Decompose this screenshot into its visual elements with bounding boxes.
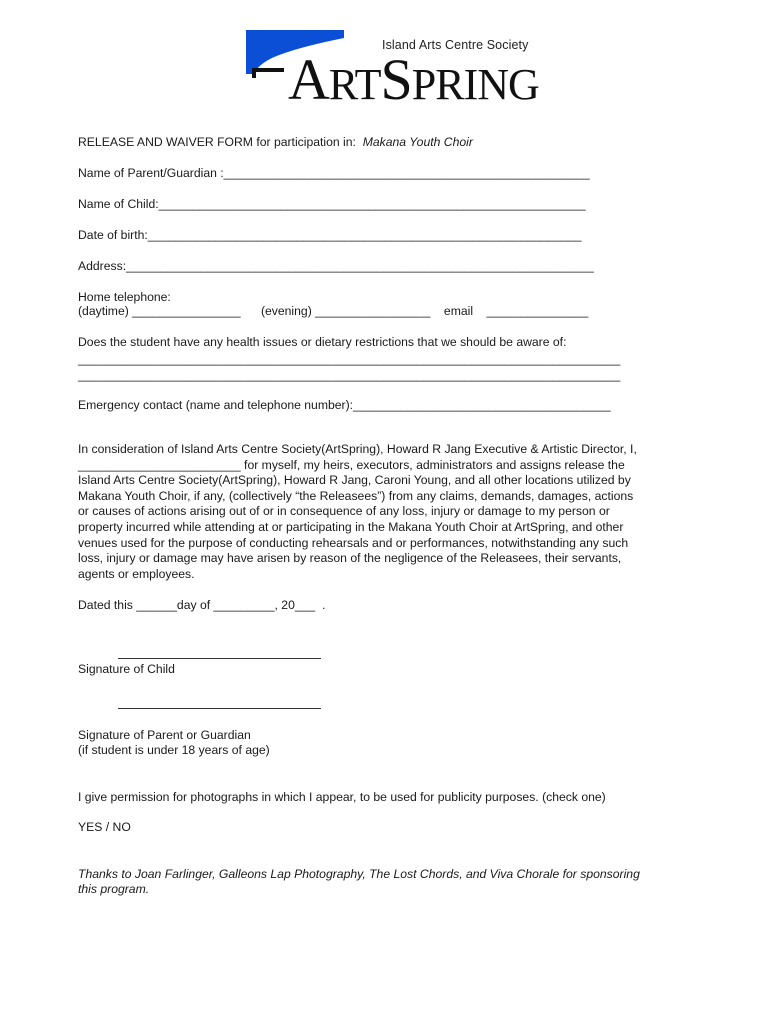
logo-society-name: Island Arts Centre Society [382, 38, 529, 52]
release-paragraph [78, 442, 668, 582]
release-line: loss, injury or damage may have arisen by reason of the negligence of the Releasees, their servants, [78, 551, 622, 566]
parent-name-field[interactable]: Name of Parent/Guardian :______________________________________________________ [78, 166, 590, 180]
program-name: Makana Youth Choir [362, 135, 473, 149]
parent-signature-line[interactable] [118, 708, 321, 709]
parent-signature-note: (if student is under 18 years of age) [78, 743, 270, 757]
release-line: Island Arts Centre Society(ArtSpring), Howard R Jang, Caroni Young, and all other locations utilized by [78, 473, 631, 488]
health-answer-line-1[interactable]: ________________________________________________________________________________ [78, 352, 621, 366]
health-question: Does the student have any health issues or dietary restrictions that we should be aware of: [78, 335, 567, 349]
artspring-logo [244, 28, 539, 112]
logo-wordmark: ARTSPRING [288, 47, 539, 112]
release-line: Makana Youth Choir, if any, (collectively “the Releasees”) from any claims, demands, damages, actions [78, 488, 634, 503]
release-line: property incurred while attending at or participating in the Makana Youth Choir at ArtSpring, and other [78, 519, 624, 534]
health-answer-line-2[interactable]: ________________________________________________________________________________ [78, 368, 621, 382]
parent-signature-label: Signature of Parent or Guardian [78, 728, 251, 742]
form-title-line [78, 134, 473, 150]
child-signature-label: Signature of Child [78, 662, 175, 676]
release-line: In consideration of Island Arts Centre Society(ArtSpring), Howard R Jang Executive & Artistic Director, I, [78, 442, 637, 456]
home-telephone-label: Home telephone: [78, 290, 171, 304]
yes-no-choice[interactable]: YES / NO [78, 820, 131, 834]
child-signature-line[interactable] [118, 658, 321, 659]
release-line: venues used for the purpose of conducting rehearsals and or performances, notwithstanding any such [78, 535, 629, 550]
address-field[interactable]: Address:_____________________________________________________________________ [78, 259, 594, 273]
telephone-fields[interactable]: (daytime) ________________ (evening) _________________ email _______________ [78, 304, 589, 318]
emergency-contact-field[interactable]: Emergency contact (name and telephone number):______________________________________ [78, 398, 611, 412]
release-line: agents or employees. [78, 566, 195, 581]
release-line: ________________________ for myself, my heirs, executors, administrators and assigns release the [78, 457, 625, 472]
form-title: RELEASE AND WAIVER FORM for participation in: [78, 135, 356, 149]
dated-field[interactable]: Dated this ______day of _________, 20___ . [78, 598, 326, 612]
photo-permission-text: I give permission for photographs in which I appear, to be used for publicity purposes. (check one) [78, 790, 606, 804]
date-of-birth-field[interactable]: Date of birth:________________________________________________________________ [78, 228, 582, 242]
release-line: or causes of actions arising out of or in consequence of any loss, injury or damage to my person or [78, 504, 610, 519]
sponsor-thanks-line-1: Thanks to Joan Farlinger, Galleons Lap Photography, The Lost Chords, and Viva Chorale for sponsoring [78, 867, 640, 881]
sponsor-thanks-line-2: this program. [78, 882, 150, 896]
child-name-field[interactable]: Name of Child:_______________________________________________________________ [78, 197, 586, 211]
